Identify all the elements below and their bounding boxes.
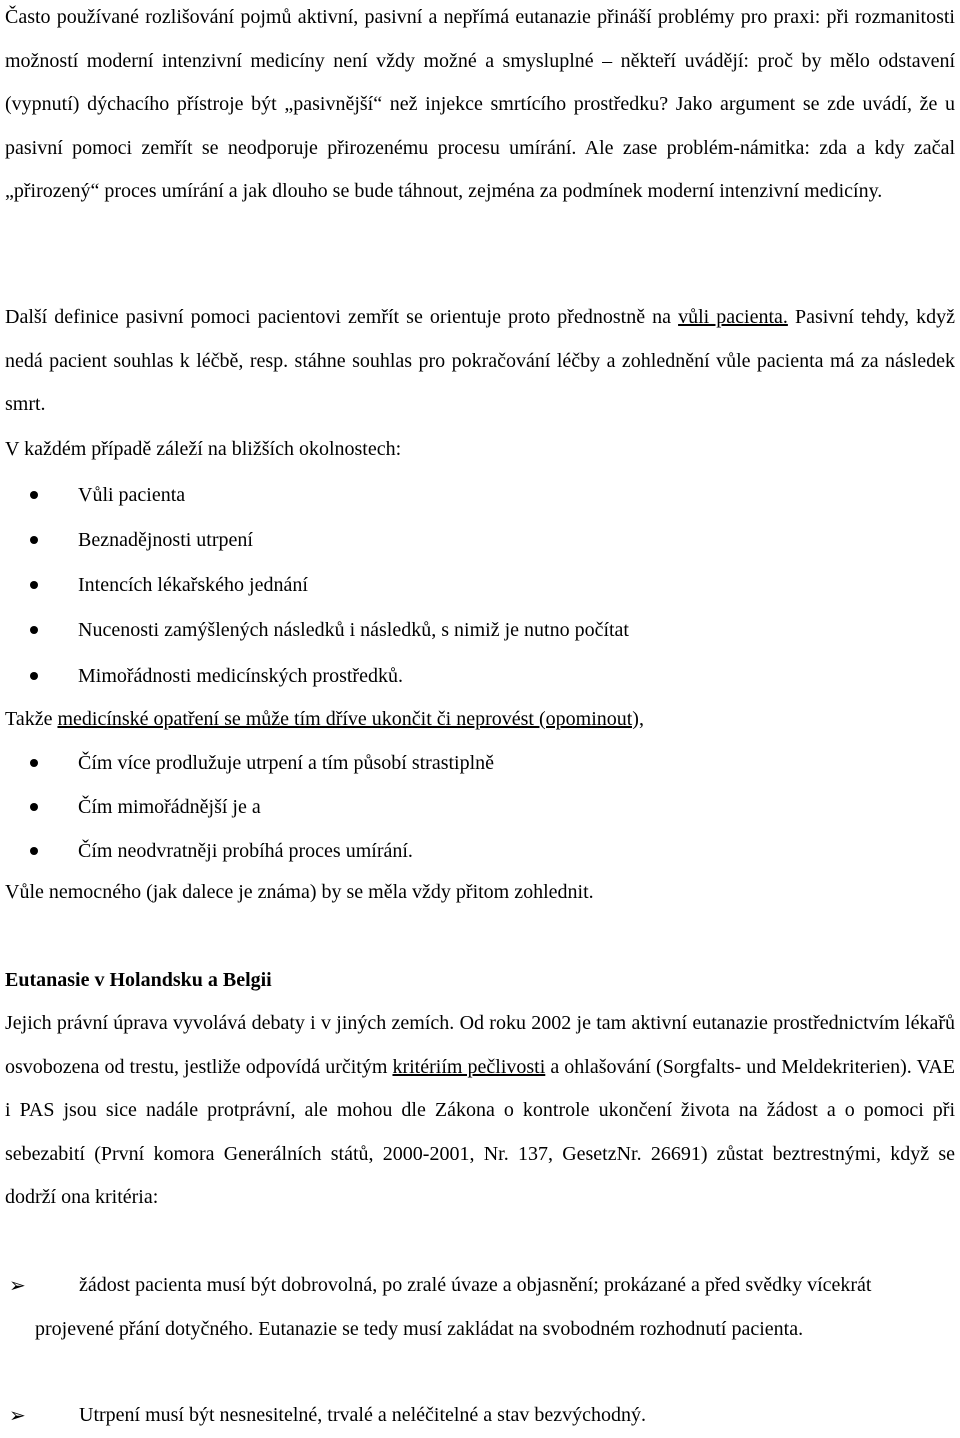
arrow-bullet-icon: ➢ <box>9 1273 26 1297</box>
criterion-text: žádost pacienta musí být dobrovolná, po zralé úvaze a objasnění; prokázané a před svědky vícekrát projevené přání dotyčného. Eutanazie se tedy musí zakládat na svobodném rozhodnutí pacienta. <box>35 1274 872 1340</box>
bullet-icon <box>30 672 38 680</box>
bullet-icon <box>30 536 38 544</box>
bullet-icon <box>30 847 38 855</box>
definition-text-continued: Pasivní tehdy, když nedá pacient souhlas k léčbě, resp. stáhne souhlas pro pokračování léčby a zohlednění vůle pacienta má za následek smrt. <box>5 306 955 415</box>
bullet-icon <box>30 803 38 811</box>
list-item <box>5 1264 955 1351</box>
bullet-icon <box>30 581 38 589</box>
definition-paragraph <box>5 296 955 427</box>
bullet-icon <box>30 626 38 634</box>
section-heading: Eutanasie v Holandsku a Belgii <box>5 969 272 991</box>
definition-text: Další definice pasivní pomoci pacientovi zemřít se orientuje proto přednostně na <box>5 306 679 328</box>
criteria-link[interactable]: kritériím pečlivosti <box>392 1055 546 1078</box>
patient-will-link[interactable]: vůli pacienta. <box>678 306 788 328</box>
circumstances-intro: V každém případě záleží na bližších okolnostech: <box>5 438 402 460</box>
takze-line: Takže medicínské opatření se může tím dříve ukončit či neprovést (opominout), <box>5 708 644 730</box>
bullet-icon <box>30 491 38 499</box>
intro-paragraph: Často používané rozlišování pojmů aktivní, pasivní a nepřímá eutanazie přináší problémy pro praxi: při rozmanitosti možností moderní intenzivní medicíny není vždy možné a smysluplné – někteří uvádějí: proč by mělo odstavení (vypnutí) dýchacího přístroje být „pasivnější“ než injekce smrtícího prostředku? Jako argument se zde uvádí, že u pasivní pomoci zemřít se neodporuje přirozenému procesu umírání. Ale zase problém-námitka: zda a kdy začal „přirozený“ proces umírání a jak dlouho se bude táhnout, zejména za podmínek moderní intenzivní medicíny. <box>5 6 955 202</box>
medical-measure-link[interactable]: medicínské opatření se může tím dříve ukončit či neprovést (opominout), <box>57 708 644 730</box>
bullet-icon <box>30 759 38 767</box>
section-paragraph: Jejich právní úprava vyvolává debaty i v jiných zemích. Od roku 2002 je tam aktivní eutanazie prostřednictvím lékařů osvobozena od trestu, jestliže odpovídá určitým kritériím pečlivosti a ohlašování (Sorgfalts- und Meldekriterien). VAE i PAS jsou sice nadále protprávní, ale mohou dle Zákona o kontrole ukončení života na žádost a o pomoci při sebezabití (První komora Generálních států, 2000-2001, Nr. 137, GesetzNr. 26691) zůstat beztrestnými, když se dodrží ona kritéria: <box>5 1012 955 1208</box>
document-page: Často používané rozlišování pojmů aktivní, pasivní a nepřímá eutanazie přináší problémy pro praxi: při rozmanitosti možností moderní intenzivní medicíny není vždy možné a smysluplné – někteří uvádějí: proč by mělo odstavení (vypnutí) dýchacího přístroje být „pasivnější“ než injekce smrtícího prostředku? Jako argument se zde uvádí, že u pasivní pomoci zemřít se neodporuje přirozenému procesu umírání. Ale zase problém-námitka: zda a kdy začal „přirozený“ proces umírání a jak dlouho se bude táhnout, zejména za podmínek moderní intenzivní medicíny. Další definice pasivní pomoci pacientovi zemřít se orientuje proto přednostně na vůli pacienta. Pasivní tehdy, když nedá pacient souhlas k léčbě, resp. stáhne souhlas pro pokračování léčby a zohlednění vůle pacienta má za následek smrt. V každém případě záleží na bližších okolnostech: Vůli pacienta Beznadějnosti utrpení Intencích lékařského jednání Nucenosti zamýšlených následků i následků, s nimiž je nutno počítat Mimořádnosti medicínských prostředků. Takže medicínské opatření se může tím dříve ukončit či neprovést (opominout), Čím více prodlužuje utrpení a tím působí strastiplně Čím mimořádnější je a Čím neodvratněji probíhá proces umírání. Vůle nemocného (jak dalece je známa) by se měla vždy přitom zohlednit. Eutanasie v Holandsku a Belgii Jejich právní úprava vyvolává debaty i v jiných zemích. Od roku 2002 je tam aktivní eutanazie prostřednictvím lékařů osvobozena od trestu, jestliže odpovídá určitým kritériím pečlivosti a ohlašování (Sorgfalts- und Meldekriterien). VAE i PAS jsou sice nadále protprávní, ale mohou dle Zákona o kontrole ukončení života na žádost a o pomoci při sebezabití (První komora Generálních států, 2000-2001, Nr. 137, GesetzNr. 26691) zůstat beztrestnými, když se dodrží ona kritéria: ➢ žádost pacienta musí být dobrovolná, po zralé úvaze a objasnění; prokázané a před svědky vícekrát projevené přání dotyčného. Eutanazie se tedy musí zakládat na svobodném rozhodnutí pacienta. ➢ Utrpení musí být nesnesitelné, trvalé a neléčitelné a stav bezvýchodný. <box>0 0 960 1432</box>
criterion-text: Utrpení musí být nesnesitelné, trvalé a neléčitelné a stav bezvýchodný. <box>79 1404 647 1426</box>
arrow-bullet-icon: ➢ <box>9 1403 26 1427</box>
will-note: Vůle nemocného (jak dalece je známa) by se měla vždy přitom zohlednit. <box>5 881 594 903</box>
list-item <box>5 1394 955 1438</box>
